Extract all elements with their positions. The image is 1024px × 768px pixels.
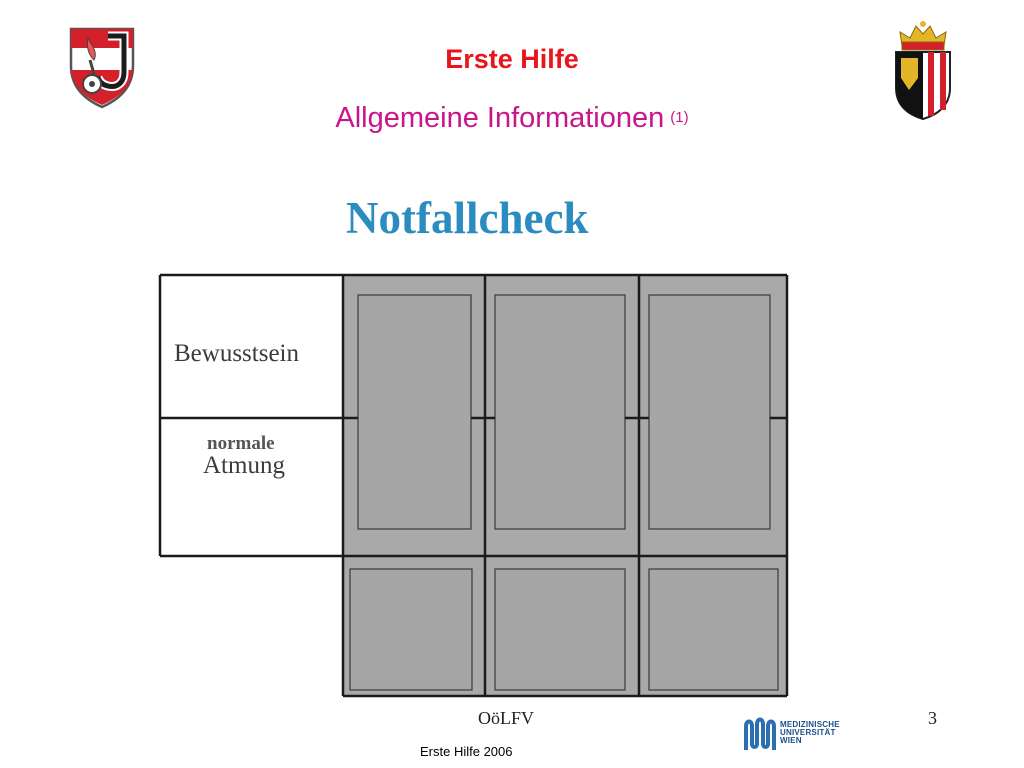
subtitle-text: Allgemeine Informationen [335,102,665,134]
meduni-line3: WIEN [780,736,802,745]
page-number: 3 [928,708,937,728]
meduni-line2: UNIVERSITÄT [780,728,836,737]
image-placeholder-3 [649,295,770,529]
image-placeholder-4 [350,569,472,690]
slide-title: Erste Hilfe [445,44,579,74]
notfallcheck-heading: Notfallcheck [346,193,589,243]
image-placeholder-2 [495,295,625,529]
image-placeholder-1 [358,295,471,529]
row-label-bewusstsein: Bewusstsein [174,340,299,367]
image-placeholder-6 [649,569,778,690]
slide-subtitle [0,102,1024,135]
row-label-atmung: Atmung [203,452,285,479]
subtitle-number: (1) [670,109,689,126]
meduni-wien-text [780,721,840,745]
footer-course-year: Erste Hilfe 2006 [420,744,513,759]
image-placeholder-5 [495,569,625,690]
meduni-line1: MEDIZINISCHE [780,720,840,729]
row-label-normale: normale [207,433,275,454]
footer-organization: OöLFV [478,708,535,728]
notfallcheck-table [155,270,795,707]
meduni-wien-logo [743,716,777,759]
